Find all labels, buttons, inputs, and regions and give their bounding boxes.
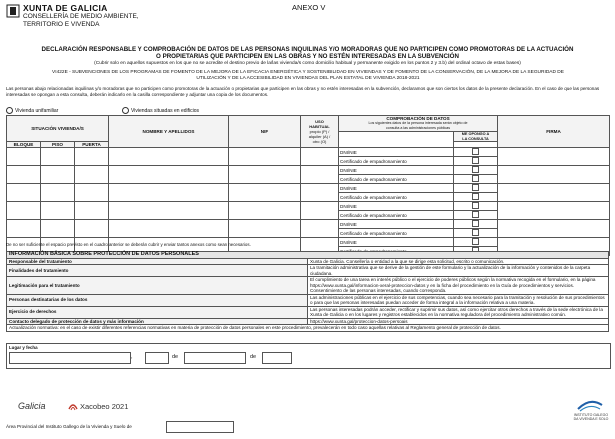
table-cell[interactable] <box>301 184 339 202</box>
place-date-label: Lugar y fecha <box>9 345 38 350</box>
table-cell[interactable] <box>75 148 109 166</box>
protection-label: Ejercicio de derechos <box>7 306 308 318</box>
document-title: DECLARACIÓN RESPONSABLE Y COMPROBACIÓN DE DATOS DE LAS PERSONAS INQUILINAS Y/O MORADORAS QUE NO PARTICIPEN COMO PROMOTORAS DE LA ACTUACIÓN O PROPIETARIAS QUE PARTICIPEN EN LAS OBRAS Y NO ESTÉN INTERESADAS EN LA SUBVENCIÓN <box>41 46 574 61</box>
oppose-checkbox[interactable] <box>454 157 498 166</box>
oppose-checkbox[interactable] <box>454 220 498 229</box>
table-cell[interactable] <box>41 148 75 166</box>
comma-separator: , <box>131 354 133 360</box>
table-cell[interactable] <box>301 166 339 184</box>
col-signature: FIRMA <box>498 116 610 148</box>
checkbox-icon[interactable] <box>472 175 479 182</box>
year-input[interactable] <box>262 352 292 364</box>
protection-label: Personas destinatarias de los datos <box>7 294 308 306</box>
radio-icon[interactable] <box>6 107 13 114</box>
protection-value: El cumplimiento de una tarea en interés público o el ejercicio de poderes públicos según la normativa recogida en el formulario, en la página https://www.xunta.gal/informacion-xeral-proteccion-datos y en la ficha del procedimiento en la Guía de procedimientos y servicios. Consentimiento de las personas interesadas, cuando corresponda. <box>308 277 609 295</box>
col-door: PUERTA <box>75 142 109 148</box>
table-cell[interactable] <box>7 220 41 238</box>
checkbox-icon[interactable] <box>472 211 479 218</box>
org-name: XUNTA DE GALICIA <box>23 3 108 13</box>
protection-label: Finalidades del tratamiento <box>7 265 308 277</box>
check-document-label: DNI/NIE <box>339 220 454 229</box>
table-cell[interactable] <box>301 220 339 238</box>
table-cell[interactable] <box>301 202 339 220</box>
table-cell[interactable] <box>229 184 301 202</box>
intro-paragraph: Las personas abajo relacionadas inquilinas y/o moradoras que no participen como promotoras de la actuación o propietarias que participen en las obras y no estén interesadas en la subvención, declaramos que son ciertos los datos de la presente declaración. En el caso de que las personas interesadas se opongan a esta consulta, deberán indicarlo en la casilla correspondiente y adjuntar una copia de los documentos. <box>6 86 600 97</box>
col-use: USO HABITUAL propio (P) / alquiler (A) / otro (O) <box>301 116 339 148</box>
oppose-checkbox[interactable] <box>454 193 498 202</box>
oppose-checkbox[interactable] <box>454 175 498 184</box>
oppose-checkbox[interactable] <box>454 148 498 157</box>
protection-update: Actualización normativa: en el caso de existir diferentes referencias normativas en materia de protección de datos personales en este procedimiento, prevalecerán en todo caso aquellas relativas al Reglamento general de protección de datos. <box>7 325 609 332</box>
check-document-label: Certificado de empadronamiento <box>339 211 454 220</box>
checkbox-icon[interactable] <box>472 184 479 191</box>
table-cell[interactable] <box>229 220 301 238</box>
table-cell[interactable] <box>75 220 109 238</box>
signature-cell[interactable] <box>498 148 610 166</box>
table-cell[interactable] <box>41 166 75 184</box>
protection-heading: INFORMACIÓN BÁSICA SOBRE PROTECCIÓN DE DATOS PERSONALES <box>7 252 609 259</box>
table-cell[interactable] <box>41 184 75 202</box>
option-single-family[interactable]: Vivienda unifamiliar <box>6 107 58 114</box>
protection-label: Legitimación para el tratamiento <box>7 277 308 295</box>
checkbox-icon[interactable] <box>472 148 479 155</box>
check-document-label: DNI/NIE <box>339 184 454 193</box>
month-input[interactable] <box>184 352 246 364</box>
table-cell[interactable] <box>229 166 301 184</box>
provincial-area-label: Área Provincial del Instituto Gallego de la Vivienda y Suelo de <box>6 424 132 429</box>
table-cell[interactable] <box>109 166 229 184</box>
protection-link[interactable]: https://www.xunta.gal/proteccion-datos-persoais <box>308 318 609 325</box>
table-cell[interactable] <box>41 202 75 220</box>
table-cell[interactable] <box>7 166 41 184</box>
table-cell[interactable] <box>41 220 75 238</box>
table-cell[interactable] <box>75 202 109 220</box>
checkbox-icon[interactable] <box>472 193 479 200</box>
occupants-table <box>6 115 610 256</box>
checkbox-icon[interactable] <box>472 238 479 245</box>
signature-cell[interactable] <box>498 184 610 202</box>
table-cell[interactable] <box>109 184 229 202</box>
table-footnote: De no ser suficiente el espacio previsto en el cuadro anterior se deberán cubrir y enviar tantos anexos como sean necesarios. <box>6 242 251 247</box>
protection-value: Las administraciones públicas en el ejercicio de sus competencias, cuando sea necesario para la tramitación y resolución de sus procedimientos o para que las personas interesadas puedan acceder de forma integral a la información relativa a una materia. <box>308 294 609 306</box>
col-check: COMPROBACIÓN DE DATOS Los siguientes datos de la persona interesada serán objeto de consulta a las administraciones públicas <box>339 116 498 132</box>
table-row <box>7 166 610 175</box>
de-label: de <box>172 354 179 360</box>
protection-value: La tramitación administrativa que se derive de la gestión de este formulario y la actualización de la información y contenidos de la carpeta ciudadana. <box>308 265 609 277</box>
table-row <box>7 202 610 211</box>
check-document-label: DNI/NIE <box>339 148 454 157</box>
day-input[interactable] <box>145 352 169 364</box>
col-situation: SITUACIÓN VIVIENDA/S <box>7 116 109 142</box>
signature-cell[interactable] <box>498 220 610 238</box>
table-row <box>7 220 610 229</box>
table-cell[interactable] <box>229 202 301 220</box>
oppose-checkbox[interactable] <box>454 229 498 238</box>
protection-value: Las personas interesadas podrán acceder, rectificar y suprimir sus datos, así como ejercitar otros derechos a través de la sede electrónica de la Xunta de Galicia o en los lugares y registros establecidos en la normativa reguladora del procedimiento administrativo común. <box>308 306 609 318</box>
table-cell[interactable] <box>301 148 339 166</box>
table-cell[interactable] <box>75 184 109 202</box>
check-document-label: Certificado de empadronamiento <box>339 193 454 202</box>
check-document-label: DNI/NIE <box>339 166 454 175</box>
galicia-logo: Galicia <box>18 401 46 411</box>
check-document-label: Certificado de empadronamiento <box>339 157 454 166</box>
checkbox-icon[interactable] <box>472 229 479 236</box>
table-row <box>7 184 610 193</box>
oppose-checkbox[interactable] <box>454 202 498 211</box>
document-note: (Cubrir solo en aquellos supuestos en los que no se acredite el destino previo de la/las vivienda/s como domicilio habitual y permanente exigido en los puntos 2 y 3.b) del ordinal octavo de estas bases) <box>94 61 521 66</box>
checkbox-icon[interactable] <box>472 166 479 173</box>
checkbox-icon[interactable] <box>472 202 479 209</box>
place-input[interactable] <box>9 352 131 364</box>
xacobeo-logo: Xacobeo 2021 <box>80 402 129 411</box>
col-floor: PISO <box>41 142 75 148</box>
de-label: de <box>250 354 257 360</box>
oppose-checkbox[interactable] <box>454 166 498 175</box>
col-block: BLOQUE <box>7 142 41 148</box>
oppose-checkbox[interactable] <box>454 211 498 220</box>
org-department: CONSELLERÍA DE MEDIO AMBIENTE, TERRITORIO E VIVENDA <box>23 13 139 28</box>
check-document-label: Certificado de empadronamiento <box>339 229 454 238</box>
table-cell[interactable] <box>109 202 229 220</box>
table-cell[interactable] <box>7 148 41 166</box>
oppose-checkbox[interactable] <box>454 238 498 247</box>
table-cell[interactable] <box>7 184 41 202</box>
check-document-label: DNI/NIE <box>339 238 454 247</box>
table-cell[interactable] <box>75 166 109 184</box>
protection-label: Responsable del tratamiento <box>7 258 308 265</box>
table-row <box>7 148 610 157</box>
signature-cell[interactable] <box>498 202 610 220</box>
program-title: VI422E - SUBVENCIONES DE LOS PROGRAMAS DE FOMENTO DE LA MEJORA DE LA EFICACIA ENERGÉTICA Y SOSTENIBILIDAD EN VIVIENDAS Y DE FOMENTO DE LA CONSERVACIÓN, DE LA MEJORA DE LA SEGURIDAD DE UTILIZACIÓN Y DE LA ACCESIBILIDAD EN VIVIENDAS DEL PLAN ESTATAL DE VIVIENDA 2018-2021 <box>52 70 564 81</box>
table-cell[interactable] <box>7 202 41 220</box>
protection-value: Xunta de Galicia. Consellería o entidad a la que se dirige esta solicitud, escrito o comunicación. <box>308 258 609 265</box>
checkbox-icon[interactable] <box>472 157 479 164</box>
instituto-galego-vivenda-text: INSTITUTO GALEGO DA VIVENDA E SOLO <box>573 413 609 421</box>
table-cell[interactable] <box>109 220 229 238</box>
table-cell[interactable] <box>109 148 229 166</box>
xunta-shield-logo-icon <box>6 4 20 18</box>
col-oppose: ME OPONGO A LA CONSULTA <box>454 132 498 142</box>
oppose-checkbox[interactable] <box>454 184 498 193</box>
radio-icon[interactable] <box>122 107 129 114</box>
xacobeo-logo-icon <box>68 401 78 411</box>
annex-label: ANEXO V <box>292 3 326 12</box>
signature-cell[interactable] <box>498 166 610 184</box>
table-cell[interactable] <box>229 148 301 166</box>
check-document-label: DNI/NIE <box>339 202 454 211</box>
col-name: NOMBRE Y APELLIDOS <box>109 116 229 148</box>
option-building[interactable]: Viviendas situadas en edificios <box>122 107 199 114</box>
col-nif: NIF <box>229 116 301 148</box>
checkbox-icon[interactable] <box>472 220 479 227</box>
check-document-label: Certificado de empadronamiento <box>339 175 454 184</box>
data-protection-table <box>6 251 609 332</box>
protection-label: Contacto delegado de protección de datos y más información <box>7 318 308 325</box>
provincial-area-input[interactable] <box>166 421 234 433</box>
